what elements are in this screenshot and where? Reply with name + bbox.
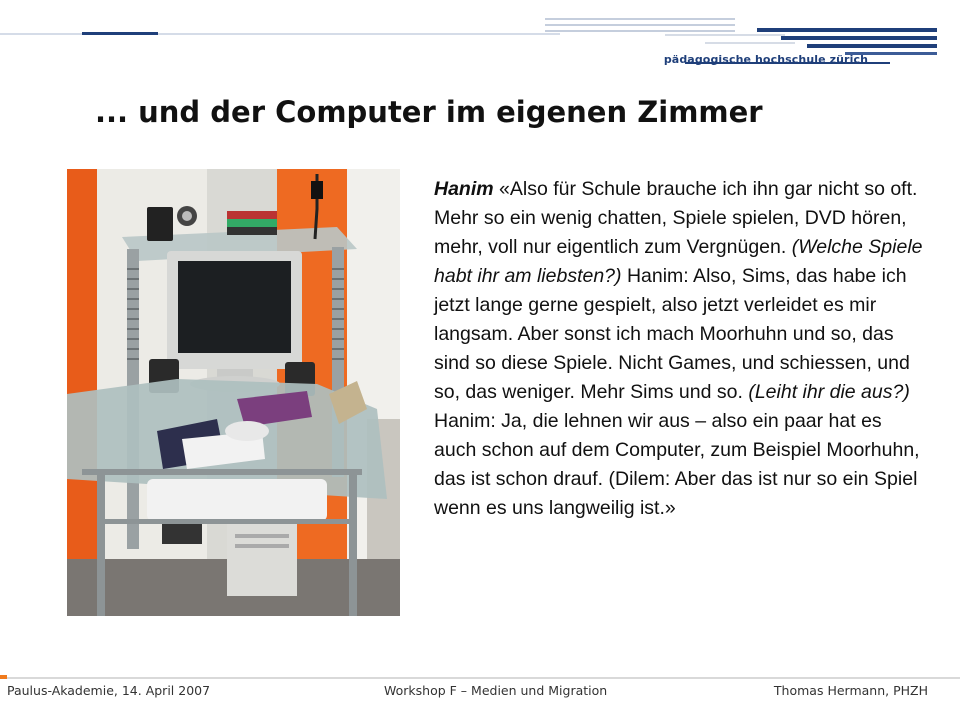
footer-left: Paulus-Akademie, 14. April 2007 xyxy=(7,683,211,698)
quote-part-1: «Also für Schule brauche ich ihn gar nicht so oft. Mehr so ein wenig chatten, Spiele spielen, DVD hören, mehr, voll nur eigentlich zum Vergnügen. xyxy=(434,178,918,258)
computer-desk-photo xyxy=(67,169,400,616)
footer-right: Thomas Hermann, PHZH xyxy=(773,683,928,698)
interviewer-question-1: (Welche Spiele habt ihr am liebsten?) xyxy=(434,236,923,287)
footer-accent xyxy=(0,675,7,679)
quote-part-3: Hanim: Ja, die lehnen wir aus – also ein paar hat es auch schon auf dem Computer, zum Beispiel Moorhuhn, das ist schon drauf. (Dilem: Aber das ist nur so ein Spiel wenn es uns langweilig ist.» xyxy=(434,410,920,519)
header-accent-bar xyxy=(82,32,158,35)
interviewer-question-2: (Leiht ihr die aus?) xyxy=(748,381,910,403)
footer-rule xyxy=(0,677,960,679)
footer-center: Workshop F – Medien und Migration xyxy=(384,683,608,698)
interview-quote xyxy=(434,175,924,523)
logo-text: pädagogische hochschule zürich xyxy=(663,53,868,66)
quote-part-2: Hanim: Also, Sims, das habe ich jetzt lange gerne gespielt, also jetzt verleidet es mir langsam. Aber sonst ich mach Moorhuhn und so, das sind so diese Spiele. Nicht Games, und schiessen, und so, das weniger. Mehr Sims und so. xyxy=(434,265,910,403)
slide-title: ... und der Computer im eigenen Zimmer xyxy=(95,95,763,129)
speaker-name: Hanim xyxy=(434,178,494,200)
